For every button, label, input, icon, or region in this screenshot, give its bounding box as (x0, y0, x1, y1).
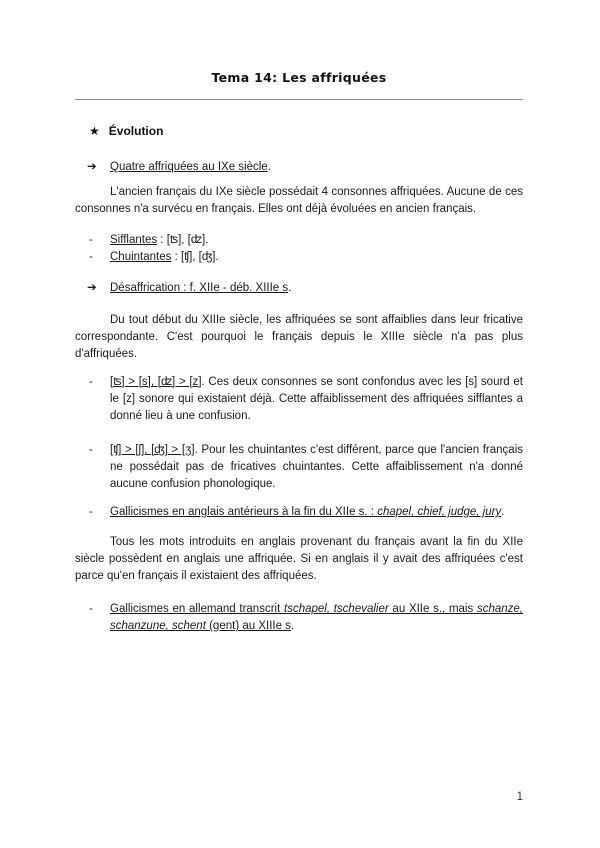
topic-quatre-affriquees (75, 159, 523, 176)
list-item-sifflantes (75, 232, 523, 249)
sifflantes-values: : [ʦ], [ʣ]. (157, 234, 209, 246)
heading-evolution (89, 123, 523, 140)
topic-desaffrication-label: Désaffrication : f. XIIe - déb. XIIIe s (110, 282, 289, 294)
dash-icon: - (89, 506, 93, 518)
heading-evolution-label: Évolution (108, 124, 164, 138)
dash-icon: - (89, 234, 93, 246)
list-item-chuintantes (75, 249, 523, 266)
list-item-gallicismes-anglais (75, 504, 523, 521)
chuintantes-values: : [ʧ], [ʤ]. (171, 251, 219, 263)
topic-quatre-label: Quatre affriquées au IXe siècle (110, 161, 268, 173)
page-title: Tema 14: Les affriquées (211, 70, 387, 85)
paragraph-ancien-francais: L'ancien français du IXe siècle possédait 4 consonnes affriquées. Aucune de ces consonnes n'a survécu en français. Elles ont déjà évoluées en ancien français. (75, 186, 523, 215)
arrow-icon: ➔ (87, 161, 97, 173)
dash-icon: - (89, 444, 93, 456)
tch-dj-explanation: . Pour les chuintantes c'est différent, parce que l'ancien français ne possédait pas de fricatives chuintantes. Cette affaiblissement n'a donné aucune confusion phonologique. (110, 444, 523, 490)
arrow-icon: ➔ (87, 282, 97, 294)
list-item-ts-dz (75, 374, 523, 425)
gallicismes-anglais-label: Gallicismes en anglais antérieurs à la fin du XIIe s. : (110, 506, 378, 518)
gallicismes-allemand-examples1: tschapel, tschevalier (284, 603, 389, 615)
topic-desaffrication-period: . (288, 282, 292, 294)
dash-icon: - (89, 603, 93, 615)
gallicismes-anglais-period: . (501, 506, 505, 518)
term-tch-dj: [ʧ] > [ʃ], [ʤ] > [ʒ] (110, 444, 195, 456)
gallicismes-allemand-part2: au XIIe s., mais (388, 603, 477, 615)
gallicismes-anglais-examples: chapel, chief, judge, jury (377, 506, 502, 518)
topic-quatre-period: . (267, 161, 271, 173)
term-ts-dz: [ʦ] > [s], [ʣ] > [z] (110, 376, 202, 388)
topic-desaffrication (75, 280, 523, 297)
paragraph-gallicismes-anglais: Tous les mots introduits en anglais provenant du français avant la fin du XIIe siècle possèdent en anglais une affriquée. Si en anglais il y avait des affriquées c'est parce qu'en français il existaient des affriquées. (75, 536, 523, 582)
star-icon: ★ (89, 124, 100, 138)
gallicismes-allemand-part3: (gent) au XIIIe s (205, 620, 291, 632)
title-divider (75, 99, 523, 100)
list-item-tch-dj (75, 442, 523, 493)
paragraph-debut-13e: Du tout début du XIIIe siècle, les affriquées se sont affaiblies dans leur fricative correspondante. C'est pourquoi le français depuis le XIIIe siècle n'a pas plus d'affriquées. (75, 314, 523, 360)
term-chuintantes: Chuintantes (110, 251, 172, 263)
list-consonnes (75, 232, 523, 266)
list-item-gallicismes-allemand (75, 601, 523, 635)
gallicismes-allemand-period: . (290, 620, 295, 632)
page-number: 1 (516, 791, 523, 803)
term-sifflantes: Sifflantes (110, 234, 158, 246)
page-content (75, 69, 523, 635)
dash-icon: - (89, 251, 93, 263)
ts-dz-explanation: . Ces deux consonnes se sont confondus avec les [s] sourd et le [z] sonore qui existaient déjà. Cette affaiblissement des affriquées sifflantes a donné lieu à une confusion. (110, 376, 523, 422)
dash-icon: - (89, 376, 93, 388)
gallicismes-allemand-examples2: schanze, schanzune, schent (110, 603, 523, 632)
gallicismes-allemand-part1: Gallicismes en allemand transcrit (110, 603, 284, 615)
